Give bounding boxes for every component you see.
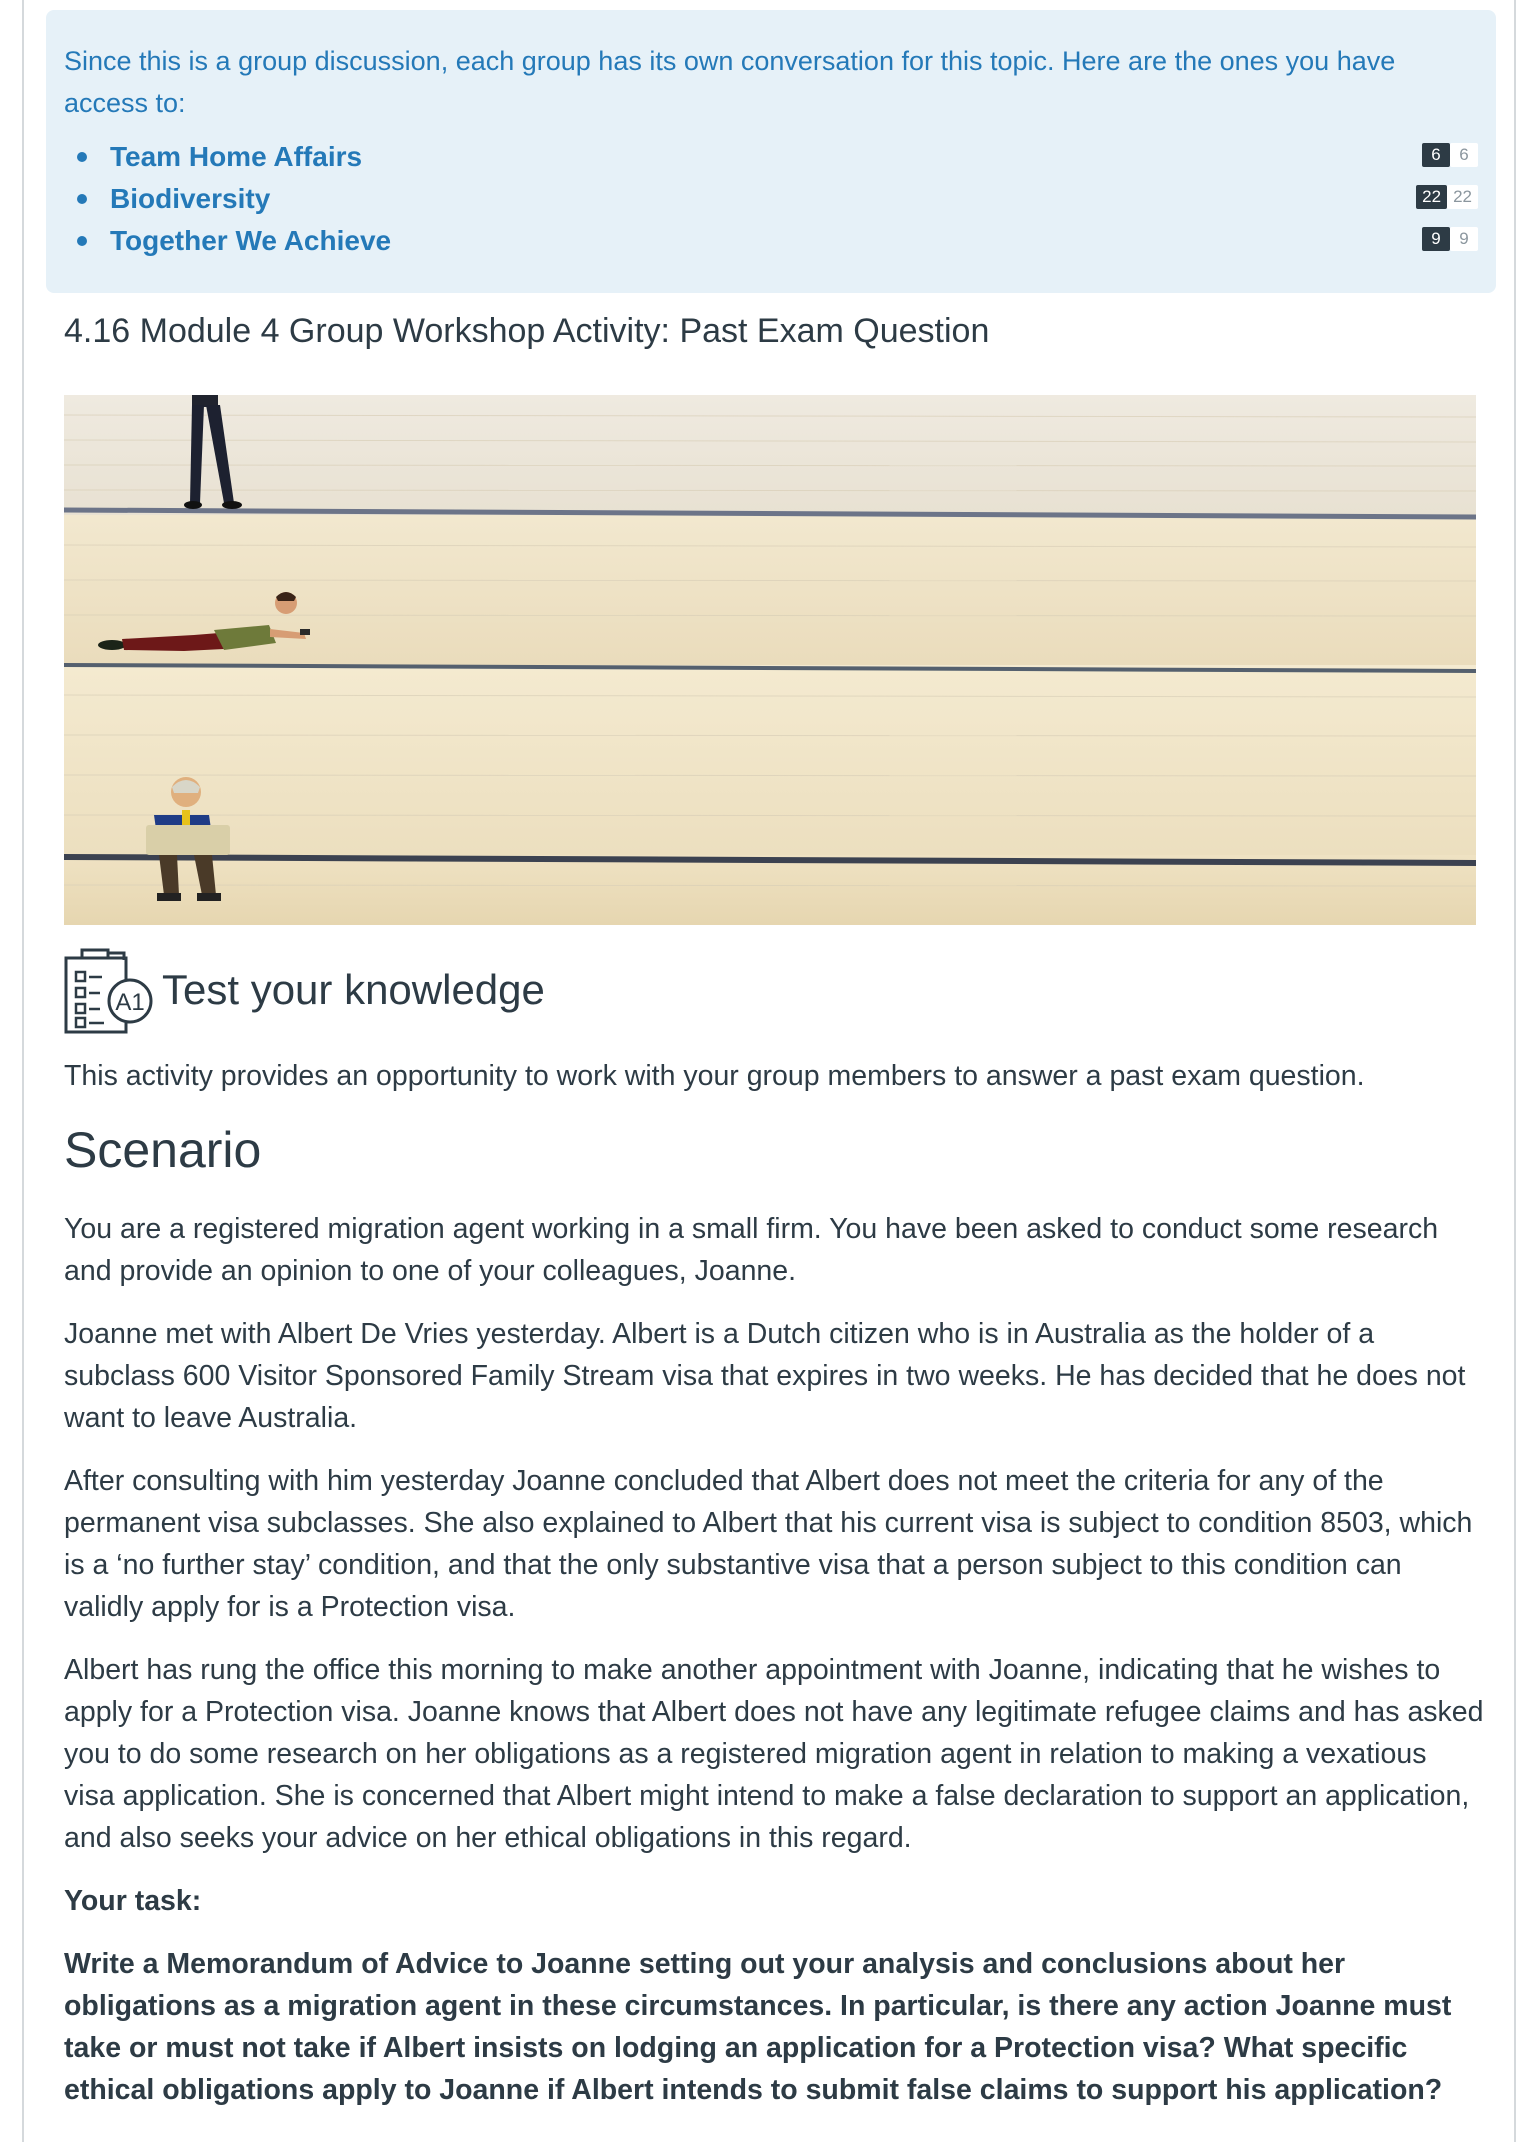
bullet-icon (77, 236, 87, 246)
scenario-paragraph: Joanne met with Albert De Vries yesterday. Albert is a Dutch citizen who is in Australia as the holder of a subclass 600 Visitor Sponsored Family Stream visa that expires in two weeks. He has decided that he does not want to leave Australia. (64, 1318, 1466, 1434)
svg-text:A1: A1 (115, 989, 145, 1016)
group-link-together-we-achieve[interactable]: Together We Achieve (110, 225, 392, 256)
scenario-paragraph: Albert has rung the office this morning to make another appointment with Joanne, indicating that he wishes to apply for a Protection visa. Joanne knows that Albert does not have any legitimate refugee claims and has asked you to do some research on her obligations as a registered migration agent in relation to making a vexatious visa application. She is concerned that Albert might intend to make a false declaration to support an application, and also seeks your advice on her ethical obligations in this regard. (64, 1654, 1484, 1854)
unread-badge: 9 (1422, 227, 1450, 251)
group-link-biodiversity[interactable]: Biodiversity (110, 183, 271, 214)
total-badge: 22 (1447, 185, 1478, 209)
group-link-team-home-affairs[interactable]: Team Home Affairs (110, 141, 363, 172)
books-miniature-figures-image (64, 395, 1476, 925)
section-heading: Test your knowledge (162, 966, 545, 1013)
bullet-icon (77, 152, 87, 162)
quiz-checklist-icon (64, 944, 158, 1036)
test-your-knowledge-header (64, 944, 545, 1036)
scenario-paragraph: After consulting with him yesterday Joanne concluded that Albert does not meet the criteria for any of the permanent visa subclasses. She also explained to Albert that his current visa is subject to condition 8503, which is a ‘no further stay’ condition, and that the only substantive visa that a person subject to this condition can validly apply for is a Protection visa. (64, 1465, 1473, 1623)
notice-text: Since this is a group discussion, each group has its own conversation for this topic. Here are the ones you have access to: (64, 46, 1396, 118)
topic-body (64, 1055, 1484, 2132)
scenario-paragraph: You are a registered migration agent working in a small firm. You have been asked to conduct some research and provide an opinion to one of your colleagues, Joanne. (64, 1213, 1439, 1287)
unread-badge: 22 (1416, 185, 1447, 209)
group-list (64, 136, 1478, 262)
reply-count (1422, 227, 1478, 251)
total-badge: 6 (1450, 143, 1478, 167)
task-text: Write a Memorandum of Advice to Joanne setting out your analysis and conclusions about her obligations as a migration agent in these circumstances. In particular, is there any action Joanne must take or must not take if Albert insists on lodging an application for a Protection visa? What specific ethical obligations apply to Joanne if Albert intends to submit false claims to support his application? (64, 1948, 1452, 2106)
task-label: Your task: (64, 1885, 202, 1917)
list-item (64, 220, 1478, 262)
group-discussion-notice (46, 10, 1496, 293)
list-item (64, 178, 1478, 220)
reply-count (1422, 143, 1478, 167)
bullet-icon (77, 194, 87, 204)
intro-text: This activity provides an opportunity to work with your group members to answer a past exam question. (64, 1060, 1365, 1092)
unread-badge: 6 (1422, 143, 1450, 167)
scenario-heading: Scenario (64, 1122, 262, 1178)
reply-count (1416, 185, 1478, 209)
total-badge: 9 (1450, 227, 1478, 251)
topic-title: 4.16 Module 4 Group Workshop Activity: Past Exam Question (64, 312, 990, 350)
list-item (64, 136, 1478, 178)
